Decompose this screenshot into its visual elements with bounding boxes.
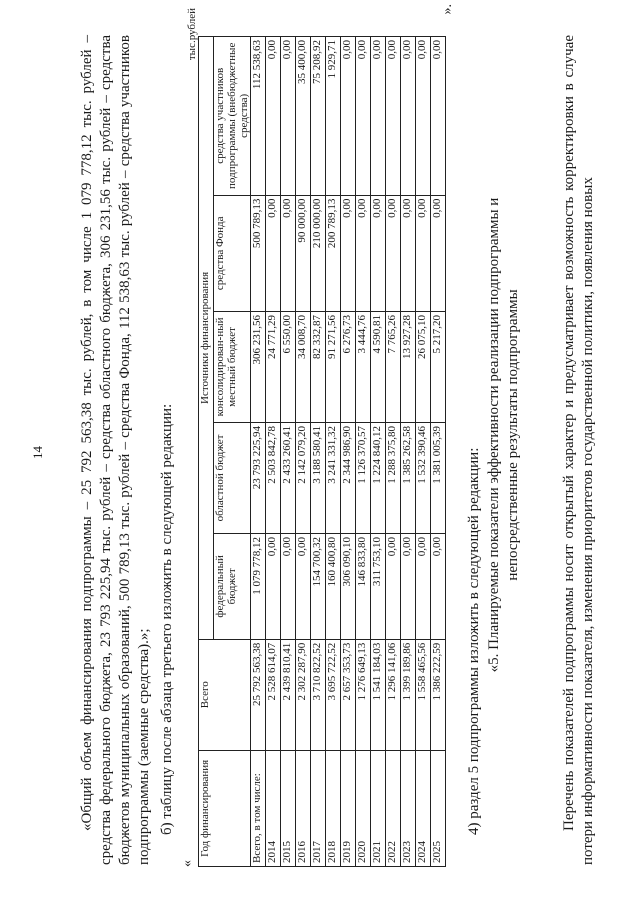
- table-row: [326, 37, 341, 867]
- cell-local: 13 927,28: [401, 311, 416, 422]
- cell-fund: 0,00: [341, 195, 356, 311]
- cell-fund: 0,00: [371, 195, 386, 311]
- cell-total: 1 386 222,59: [431, 639, 446, 750]
- cell-total: 2 528 614,07: [266, 639, 281, 750]
- cell-local: 306 231,56: [251, 311, 266, 422]
- cell-federal: 154 700,32: [311, 533, 326, 639]
- cell-participants: 0,00: [431, 37, 446, 196]
- cell-participants: 0,00: [281, 37, 296, 196]
- cell-participants: 0,00: [341, 37, 356, 196]
- table-row: [251, 37, 266, 867]
- cell-federal: 0,00: [266, 533, 281, 639]
- cell-total: 1 399 189,86: [401, 639, 416, 750]
- cell-year: 2018: [326, 750, 341, 866]
- cell-total: 1 276 649,13: [356, 639, 371, 750]
- table-row: [266, 37, 281, 867]
- cell-fund: 200 789,13: [326, 195, 341, 311]
- cell-year: 2023: [401, 750, 416, 866]
- cell-local: 34 008,70: [296, 311, 311, 422]
- page-number: 14: [30, 446, 45, 459]
- cell-total: 1 296 141,06: [386, 639, 401, 750]
- cell-total: 2 657 353,73: [341, 639, 356, 750]
- section-intro: 4) раздел 5 подпрограммы изложить в следующей редакции:: [466, 447, 482, 835]
- cell-local: 6 550,00: [281, 311, 296, 422]
- cell-year: 2014: [266, 750, 281, 866]
- cell-year: Всего, в том числе:: [251, 750, 266, 866]
- cell-total: 2 439 810,41: [281, 639, 296, 750]
- cell-total: 2 302 287,90: [296, 639, 311, 750]
- cell-regional: 3 188 580,41: [311, 422, 326, 533]
- cell-local: 26 075,10: [416, 311, 431, 422]
- cell-year: 2019: [341, 750, 356, 866]
- table-row: [431, 37, 446, 867]
- cell-regional: 2 142 079,20: [296, 422, 311, 533]
- cell-regional: 23 793 225,94: [251, 422, 266, 533]
- cell-year: 2015: [281, 750, 296, 866]
- cell-local: 24 771,29: [266, 311, 281, 422]
- cell-regional: 1 385 262,58: [401, 422, 416, 533]
- cell-local: 7 765,26: [386, 311, 401, 422]
- cell-regional: 1 288 375,80: [386, 422, 401, 533]
- table-row: [371, 37, 386, 867]
- cell-year: 2020: [356, 750, 371, 866]
- cell-federal: 0,00: [386, 533, 401, 639]
- cell-regional: 2 503 842,78: [266, 422, 281, 533]
- cell-total: 25 792 563,38: [251, 639, 266, 750]
- table-intro: б) таблицу после абзаца третьего изложить в следующей редакции:: [159, 403, 175, 835]
- cell-federal: 0,00: [401, 533, 416, 639]
- cell-fund: 0,00: [401, 195, 416, 311]
- table-row: [296, 37, 311, 867]
- cell-year: 2025: [431, 750, 446, 866]
- header-sources: Источники финансирования: [199, 37, 214, 640]
- cell-year: 2022: [386, 750, 401, 866]
- section-title: «5. Планируемые показатели эффективности реализации подпрограммы и непосредственные результаты подпрограммы: [486, 197, 521, 673]
- cell-federal: 0,00: [281, 533, 296, 639]
- cell-participants: 1 929,71: [326, 37, 341, 196]
- table-row: [341, 37, 356, 867]
- quote-close: ».: [440, 4, 455, 15]
- cell-participants: 0,00: [386, 37, 401, 196]
- cell-regional: 3 241 331,32: [326, 422, 341, 533]
- cell-year: 2024: [416, 750, 431, 866]
- table-row: [386, 37, 401, 867]
- cell-federal: 160 400,80: [326, 533, 341, 639]
- cell-total: 1 541 184,03: [371, 639, 386, 750]
- cell-fund: 0,00: [266, 195, 281, 311]
- cell-federal: 0,00: [296, 533, 311, 639]
- cell-federal: 306 090,10: [341, 533, 356, 639]
- closing-paragraph: Перечень показателей подпрограммы носит открытый характер и предусматривает возможность корректировки в случае потери информативности показателя, изменения приоритетов государственной политики, появления новых: [561, 35, 596, 865]
- table-body: [251, 37, 446, 867]
- financing-table: [198, 36, 446, 867]
- table-row: [356, 37, 371, 867]
- table-row: [416, 37, 431, 867]
- cell-local: 91 271,56: [326, 311, 341, 422]
- cell-fund: 500 789,13: [251, 195, 266, 311]
- cell-regional: 1 224 840,12: [371, 422, 386, 533]
- cell-fund: 0,00: [416, 195, 431, 311]
- cell-local: 6 276,73: [341, 311, 356, 422]
- cell-participants: 75 208,92: [311, 37, 326, 196]
- cell-federal: 311 753,10: [371, 533, 386, 639]
- cell-regional: 1 532 390,46: [416, 422, 431, 533]
- header-fund: средства Фонда: [214, 195, 251, 311]
- cell-fund: 0,00: [281, 195, 296, 311]
- quote-open: «: [180, 860, 195, 867]
- cell-local: 4 590,81: [371, 311, 386, 422]
- cell-total: 3 710 822,52: [311, 639, 326, 750]
- cell-fund: 90 000,00: [296, 195, 311, 311]
- cell-participants: 0,00: [266, 37, 281, 196]
- cell-fund: 0,00: [356, 195, 371, 311]
- cell-federal: 146 833,80: [356, 533, 371, 639]
- table-row: [401, 37, 416, 867]
- cell-federal: 1 079 778,12: [251, 533, 266, 639]
- cell-year: 2017: [311, 750, 326, 866]
- intro-paragraph: «Общий объем финансирования подпрограммы – 25 792 563,38 тыс. рублей, в том числе 1 079 778,12 тыс. рублей – средства федерального бюджета, 23 793 225,94 тыс. рублей – средства областного бюджета, 306 231,56 тыс. рублей – средства бюджетов муниципальных образований, 500 789,13 тыс. рублей – средства Фонда, 112 538,63 тыс. рублей – средства участников подпрограммы (заемные средства).»;: [79, 35, 152, 865]
- cell-fund: 0,00: [431, 195, 446, 311]
- cell-participants: 112 538,63: [251, 37, 266, 196]
- header-total: Всего: [199, 639, 251, 750]
- cell-regional: 1 126 370,57: [356, 422, 371, 533]
- unit-label: тыс.рублей: [186, 8, 198, 61]
- cell-federal: 0,00: [431, 533, 446, 639]
- cell-local: 3 444,76: [356, 311, 371, 422]
- header-regional: областной бюджет: [214, 422, 251, 533]
- cell-total: 3 695 722,52: [326, 639, 341, 750]
- cell-fund: 210 000,00: [311, 195, 326, 311]
- cell-local: 5 217,20: [431, 311, 446, 422]
- cell-year: 2021: [371, 750, 386, 866]
- cell-regional: 2 344 986,90: [341, 422, 356, 533]
- header-federal: федеральный бюджет: [214, 533, 251, 639]
- cell-participants: 0,00: [401, 37, 416, 196]
- cell-participants: 35 400,00: [296, 37, 311, 196]
- cell-local: 82 332,87: [311, 311, 326, 422]
- cell-participants: 0,00: [371, 37, 386, 196]
- header-year: Год финансирования: [199, 750, 251, 866]
- cell-fund: 0,00: [386, 195, 401, 311]
- header-participants: средства участников подпрограммы (внебюджетные средства): [214, 37, 251, 196]
- cell-regional: 1 381 005,39: [431, 422, 446, 533]
- table-row: [311, 37, 326, 867]
- cell-participants: 0,00: [356, 37, 371, 196]
- cell-year: 2016: [296, 750, 311, 866]
- cell-federal: 0,00: [416, 533, 431, 639]
- cell-regional: 2 433 260,41: [281, 422, 296, 533]
- cell-total: 1 558 465,56: [416, 639, 431, 750]
- table-row: [281, 37, 296, 867]
- header-local: консолидирован-ный местный бюджет: [214, 311, 251, 422]
- cell-participants: 0,00: [416, 37, 431, 196]
